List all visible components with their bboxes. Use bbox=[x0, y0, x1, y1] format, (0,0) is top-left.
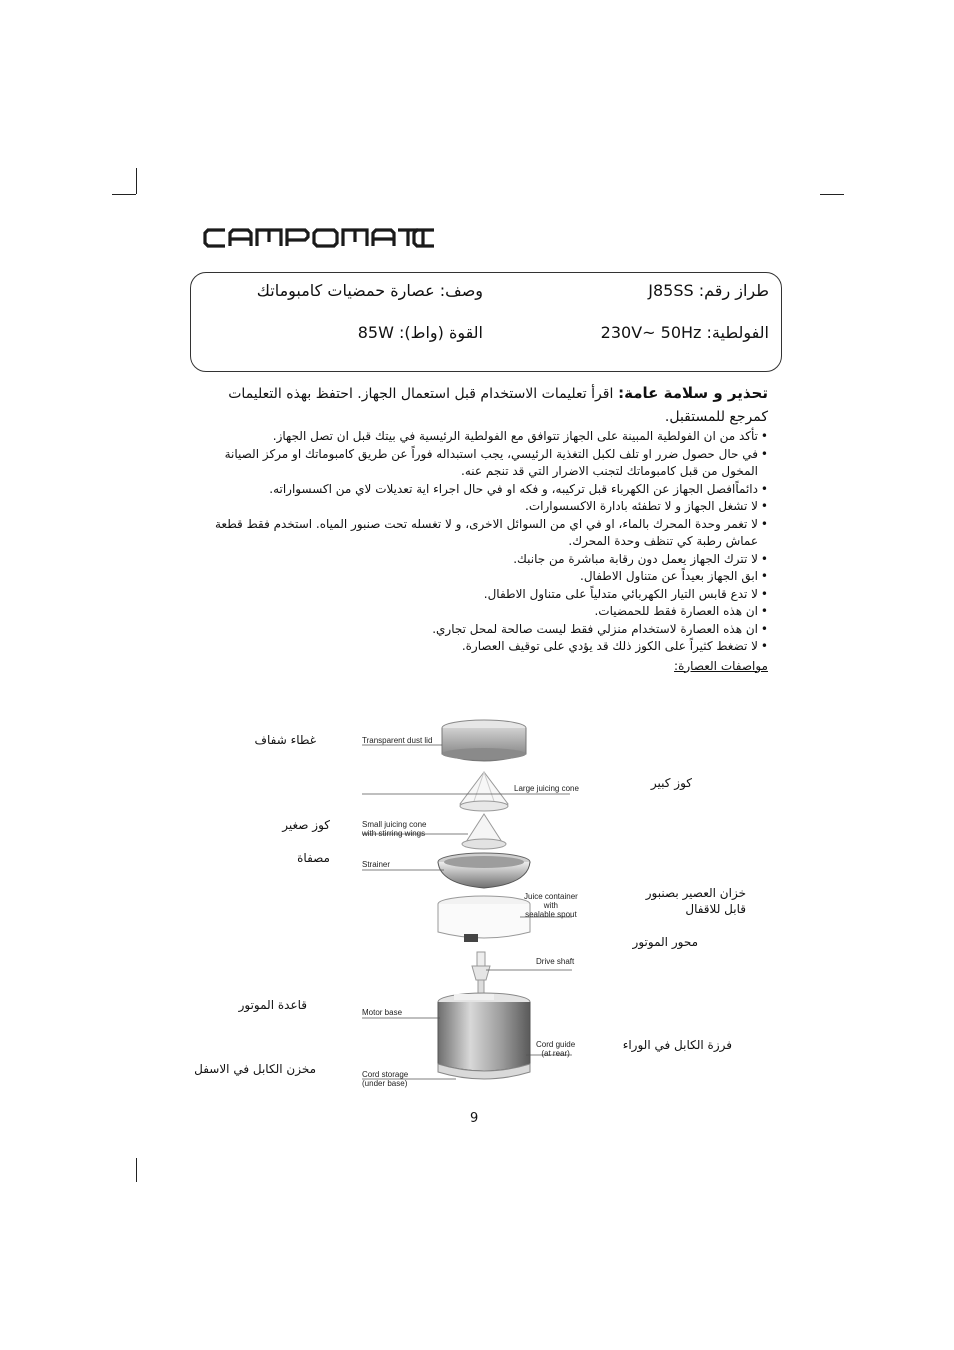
page-number: 9 bbox=[470, 1111, 479, 1126]
safety-list bbox=[200, 428, 768, 656]
crop-mark bbox=[136, 168, 137, 194]
safety-heading-bold: تحذير و سلامة عامة: bbox=[618, 384, 768, 402]
callout-cord-storage: Cord storage (under base) bbox=[362, 1070, 409, 1088]
motor-base bbox=[438, 993, 530, 1079]
crop-mark bbox=[112, 194, 136, 195]
list-item: • ابق الجهاز بعيداً عن متناول الاطفال. bbox=[200, 568, 768, 586]
safety-section bbox=[200, 382, 768, 675]
label-ar-container-1: خزان العصير بصنبور bbox=[645, 886, 746, 900]
label-ar-cord-guide: فرزة الكابل في الوراء bbox=[622, 1038, 732, 1052]
voltage: الفولطية: 230V~ 50Hz bbox=[600, 323, 769, 342]
callout-juice-container: Juice container with sealable spout bbox=[524, 892, 578, 919]
dust-lid bbox=[442, 720, 526, 761]
label-ar-cord-storage: مخزن الكابل في الاسفل bbox=[194, 1062, 316, 1076]
list-item: • دائماًافصل الجهاز عن الكهرباء قبل تركيبه، و فكه او في حال اجراء اية تعديلات لاي من اكسسواراته. bbox=[200, 481, 768, 499]
juicer-exploded-diagram bbox=[344, 712, 594, 1102]
brand-logo bbox=[203, 228, 431, 252]
safety-heading bbox=[200, 382, 768, 428]
crop-mark bbox=[820, 194, 844, 195]
list-item: • ان هذه العصارة فقط للحمضيات. bbox=[200, 603, 768, 621]
product-description: وصف: عصارة حمضيات كامبوماتك bbox=[256, 281, 483, 300]
crop-mark bbox=[136, 1158, 137, 1182]
label-ar-shaft: محور الموتور bbox=[632, 935, 698, 949]
specs-title: مواصفات العصارة: bbox=[674, 658, 768, 673]
label-ar-lid: غطاء شفاف bbox=[254, 733, 316, 747]
callout-motor-base: Motor base bbox=[362, 1008, 403, 1017]
list-item: • لا تدع قابس التيار الكهربائي متدلياً على متناول الاطفال. bbox=[200, 586, 768, 604]
list-item: • لا تشغل الجهاز و لا تطفئه بادارة الاكسسوارات. bbox=[200, 498, 768, 516]
list-item: • لا تغمر وحدة المحرك بالماء، او في اي من السوائل الاخرى، و لا تغسله تحت صنبور المياه. استخدم فقط قطعة عماش رطبة كي تنظف وحدة المحرك. bbox=[200, 516, 768, 551]
safety-intro: اقرأ تعليمات الاستخدام قبل استعمال الجهاز. احتفظ بهذه التعليمات كمرجع للمستقبل. bbox=[228, 386, 768, 425]
list-item: • لا تضغط كثيراً على الكوز ذلك قد يؤدي على توقيف العصارة. bbox=[200, 638, 768, 656]
callout-dust-lid: Transparent dust lid bbox=[362, 736, 433, 745]
large-juicing-cone bbox=[460, 772, 508, 811]
callout-drive-shaft: Drive shaft bbox=[536, 957, 575, 966]
callout-small-cone: Small juicing cone with stirring wings bbox=[362, 820, 427, 838]
small-juicing-cone bbox=[462, 814, 506, 849]
list-item: • لا تترك الجهاز يعمل دون رقابة مباشرة من جانبك. bbox=[200, 551, 768, 569]
list-item: • في حال حصول ضرر او تلف لكبل التغذية الرئيسي، يجب استبداله فوراً عن طريق كامبوماتك او مركز الصيانة المخول من قبل كامبوماتك لتجنب الاضرار التي قد تنجم عنه. bbox=[200, 446, 768, 481]
juice-container bbox=[438, 896, 530, 942]
callout-strainer: Strainer bbox=[362, 860, 391, 869]
label-ar-motor: قاعدة الموتور bbox=[238, 998, 307, 1012]
label-ar-strainer: مصفاة bbox=[297, 851, 330, 865]
strainer bbox=[438, 853, 530, 888]
list-item: • ان هذه العصارة لاستخدام منزلي فقط ليست صالحة لمحل تجاري. bbox=[200, 621, 768, 639]
spec-box bbox=[190, 272, 782, 372]
list-item: • تأكد من ان الفولطية المبينة على الجهاز تتوافق مع الفولطية الرئيسية في بيتك قبل ان تصل الجهاز. bbox=[200, 428, 768, 446]
callout-cord-guide: Cord guide (at rear) bbox=[536, 1040, 576, 1058]
power: القوة (واط): 85W bbox=[357, 323, 483, 342]
callout-large-cone: Large juicing cone bbox=[514, 784, 579, 793]
label-ar-large-cone: كوز كبير bbox=[650, 776, 692, 790]
label-ar-container-2: قابل للاقفال bbox=[685, 902, 746, 916]
model-number: طراز رقم: J85SS bbox=[648, 281, 769, 300]
drive-shaft bbox=[472, 952, 490, 994]
label-ar-small-cone: كوز صغير bbox=[282, 818, 330, 832]
